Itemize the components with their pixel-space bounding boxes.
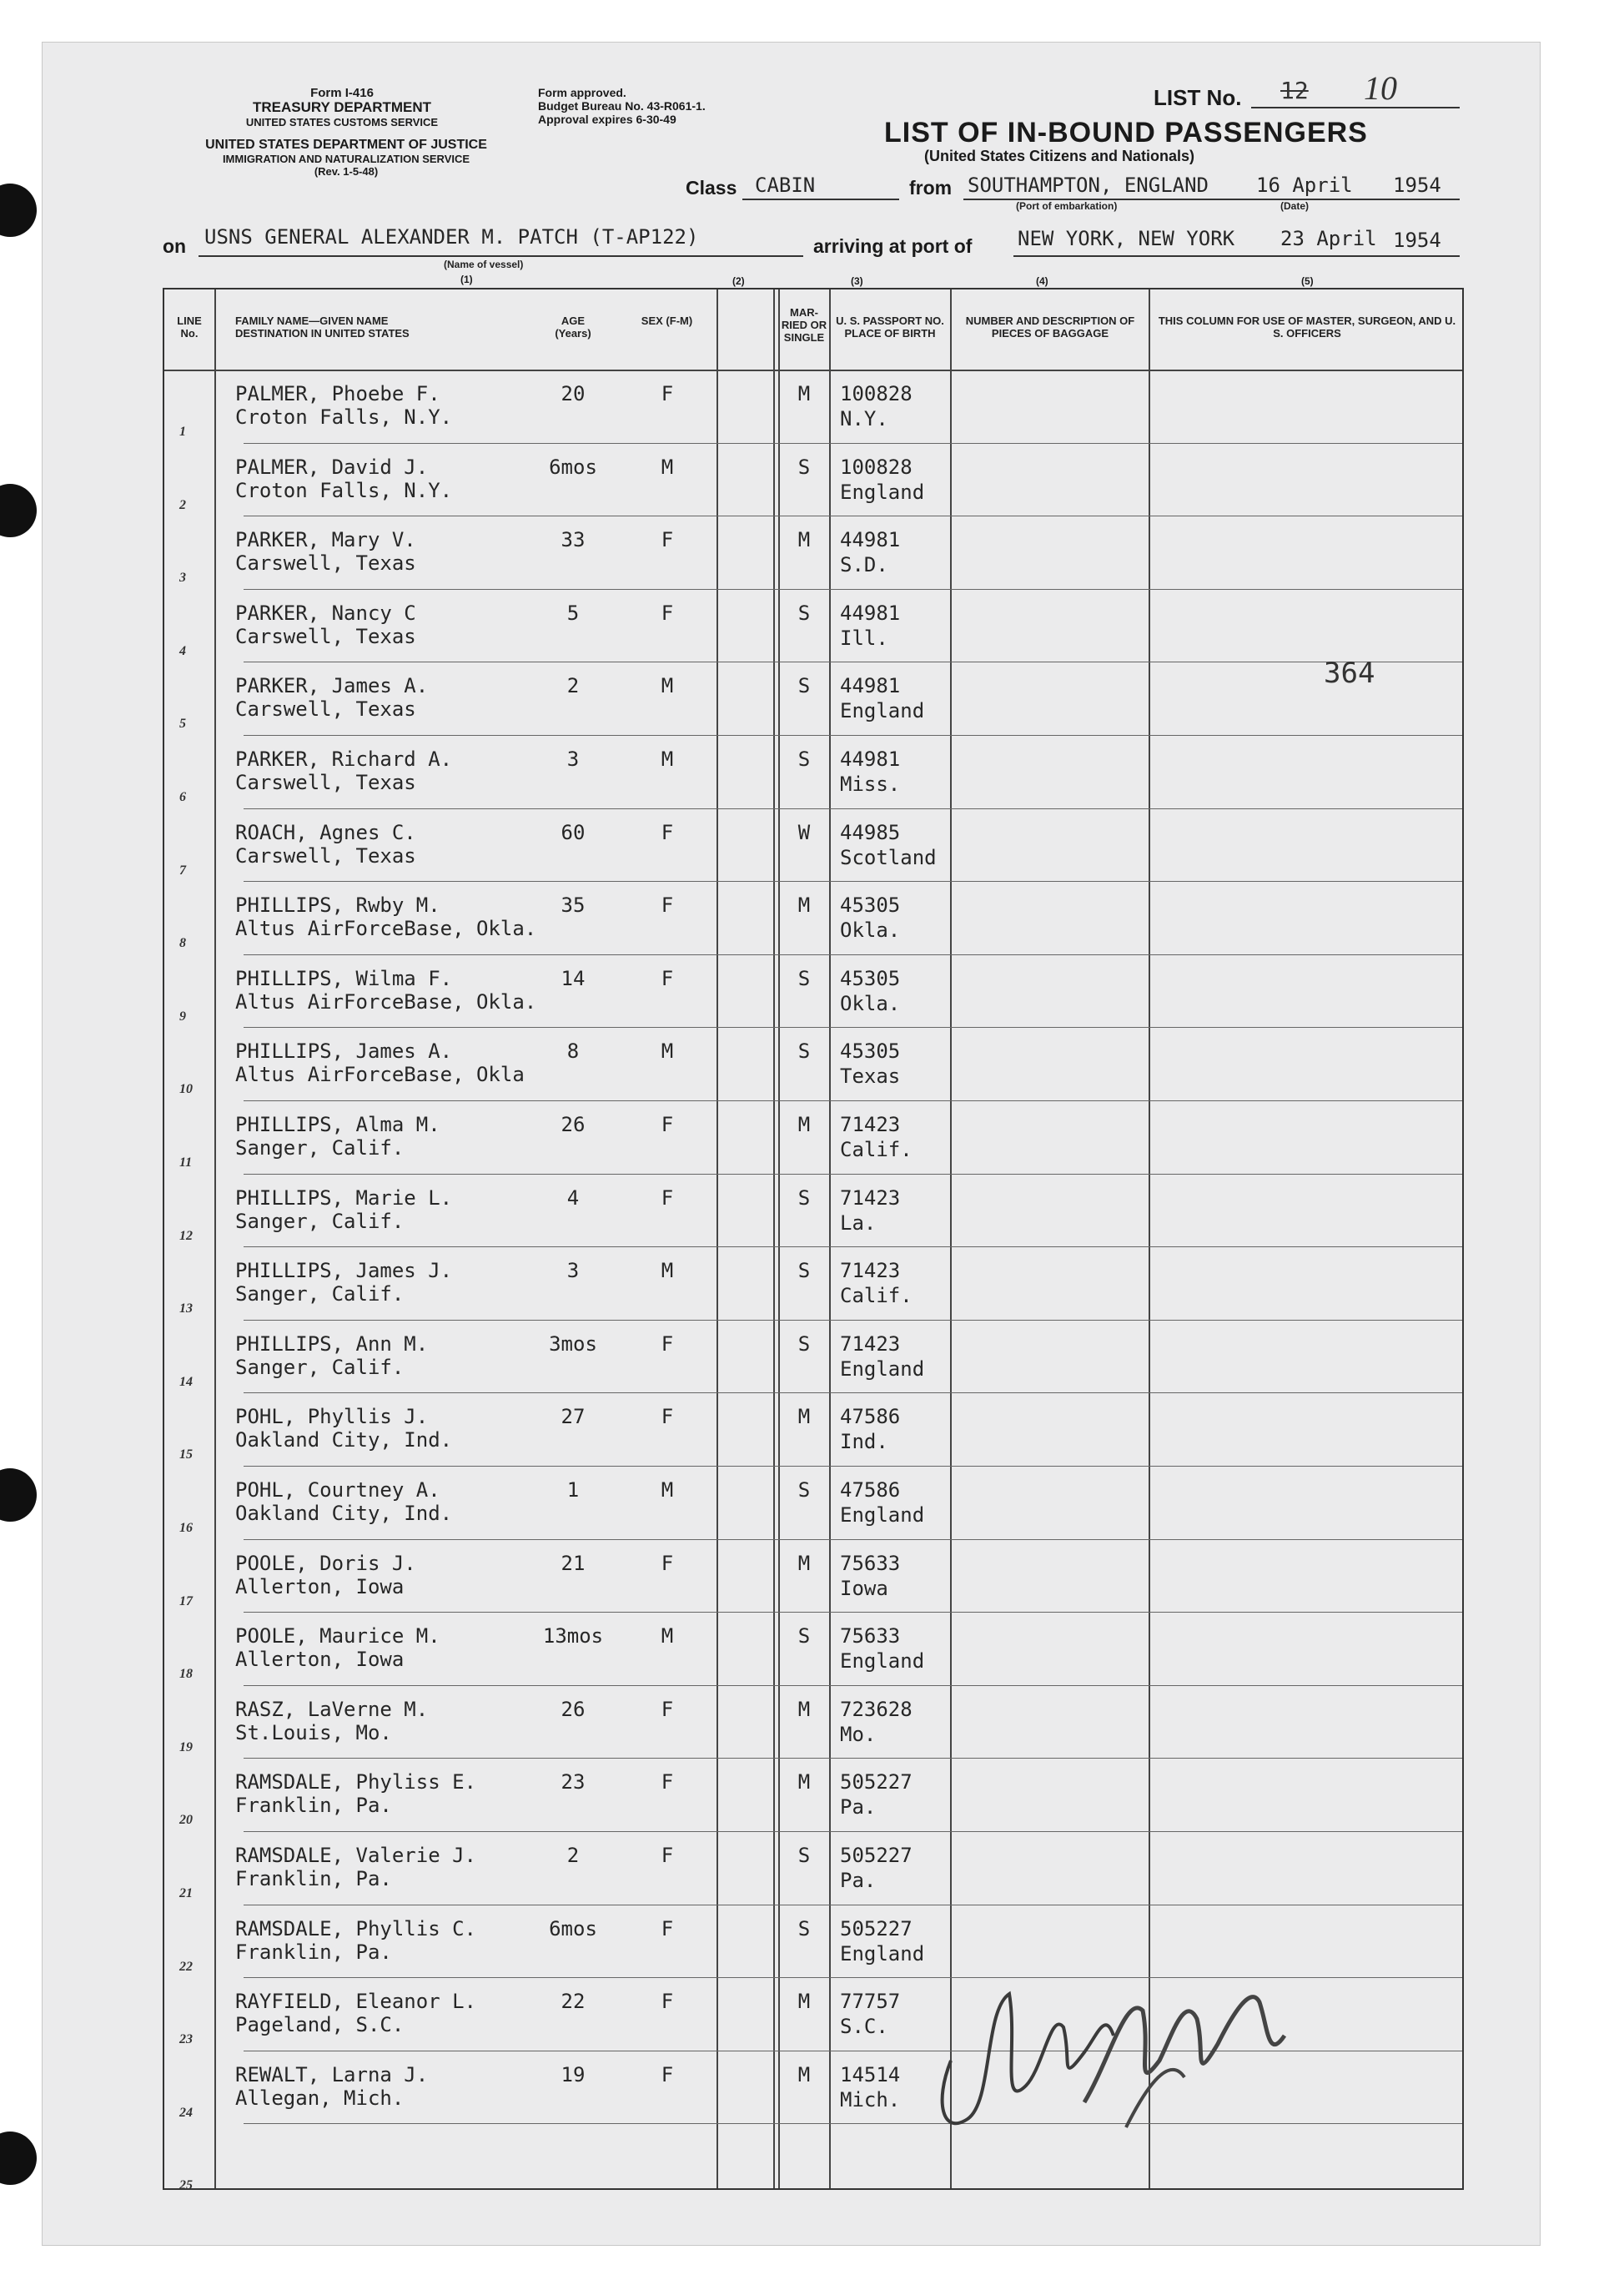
row-divider: [244, 1100, 1462, 1101]
passport-number: 100828: [840, 455, 913, 479]
line-number: 18: [179, 1667, 193, 1682]
place-of-birth: Ind.: [840, 1430, 888, 1454]
passenger-age: 6mos: [549, 455, 597, 479]
passenger-age: 14: [561, 966, 586, 990]
justice-dept: UNITED STATES DEPARTMENT OF JUSTICE: [205, 138, 487, 152]
passport-number: 47586: [840, 1478, 901, 1502]
passenger-age: 19: [561, 2062, 586, 2086]
passenger-age: 4: [566, 1185, 580, 1210]
passenger-name: POHL, Courtney A.: [235, 1478, 440, 1502]
passport-number: 14514: [840, 2062, 901, 2086]
passenger-sex: F: [661, 1770, 674, 1794]
row-divider: [244, 1174, 1462, 1175]
document-title: LIST OF IN-BOUND PASSENGERS: [884, 117, 1368, 148]
place-of-birth: S.C.: [840, 2015, 888, 2039]
row-divider: [244, 1466, 1462, 1467]
passport-number: 44981: [840, 747, 901, 771]
line-number: 2: [179, 497, 186, 512]
passport-number: 44985: [840, 820, 901, 844]
from-label: from: [909, 177, 953, 199]
passenger-sex: F: [661, 966, 674, 990]
passport-number: 505227: [840, 1916, 913, 1940]
row-divider: [244, 443, 1462, 444]
passenger-name: ROACH, Agnes C.: [235, 820, 416, 844]
marital-status: S: [797, 1916, 811, 1940]
marital-status: S: [797, 1478, 811, 1502]
passenger-sex: M: [661, 747, 674, 771]
marital-status: S: [797, 747, 811, 771]
marital-status: W: [797, 820, 811, 844]
passenger-sex: F: [661, 1697, 674, 1721]
row-divider: [244, 1392, 1462, 1393]
passport-number: 505227: [840, 1770, 913, 1794]
line-number: 21: [179, 1886, 193, 1900]
row-divider: [244, 881, 1462, 882]
class-value: CABIN: [755, 174, 816, 197]
passenger-destination: Pageland, S.C.: [235, 2013, 405, 2037]
passenger-age: 8: [566, 1039, 580, 1064]
passenger-name: RAYFIELD, Eleanor L.: [235, 1990, 476, 2014]
place-of-birth: Pa.: [840, 1869, 877, 1892]
line-number: 20: [179, 1813, 193, 1828]
passenger-age: 21: [561, 1551, 586, 1575]
passport-number: 100828: [840, 382, 913, 405]
passenger-name: PALMER, Phoebe F.: [235, 382, 440, 405]
passenger-name: PARKER, Richard A.: [235, 747, 453, 771]
passenger-destination: Sanger, Calif.: [235, 1209, 405, 1233]
passenger-sex: F: [661, 820, 674, 844]
passenger-sex: F: [661, 1185, 674, 1210]
row-divider: [244, 735, 1462, 736]
on-label: on: [163, 235, 187, 257]
passenger-destination: Sanger, Calif.: [235, 1355, 405, 1379]
passenger-destination: Carswell, Texas: [235, 843, 416, 868]
passenger-destination: Allerton, Iowa: [235, 1648, 405, 1672]
passenger-age: 3mos: [549, 1331, 597, 1356]
marital-status: M: [797, 382, 811, 405]
list-no-label: LIST No.: [1154, 85, 1242, 110]
row-divider: [244, 1685, 1462, 1686]
col-header-sex: SEX (F-M): [641, 315, 693, 327]
passenger-destination: Sanger, Calif.: [235, 1282, 405, 1306]
marital-status: M: [797, 1770, 811, 1794]
passport-number: 44981: [840, 601, 901, 625]
marital-status: M: [797, 2062, 811, 2086]
passport-number: 723628: [840, 1697, 913, 1721]
embarkation-date: 16 April: [1256, 174, 1353, 197]
colnum-4: (4): [1036, 275, 1048, 287]
line-number: 14: [179, 1374, 193, 1389]
ins-service: IMMIGRATION AND NATURALIZATION SERVICE: [222, 153, 470, 165]
line-number: 9: [179, 1009, 186, 1024]
place-of-birth: Mo.: [840, 1722, 877, 1746]
passport-number: 44981: [840, 674, 901, 698]
row-divider: [244, 1758, 1462, 1759]
class-label: Class: [686, 177, 737, 199]
passenger-age: 1: [566, 1478, 580, 1502]
handwritten-signature: [918, 1960, 1318, 2144]
place-of-birth: England: [840, 1941, 925, 1965]
line-number: 7: [179, 863, 186, 878]
passenger-age: 5: [566, 601, 580, 625]
place-of-birth: S.D.: [840, 553, 888, 577]
line-number: 1: [179, 425, 186, 439]
document-subtitle: (United States Citizens and Nationals): [924, 148, 1195, 164]
binder-hole-3: [0, 1468, 37, 1522]
passenger-sex: M: [661, 1624, 674, 1648]
place-of-birth: Okla.: [840, 991, 901, 1015]
colnum-2: (2): [732, 275, 745, 287]
passenger-age: 26: [561, 1113, 586, 1136]
passenger-destination: Oakland City, Ind.: [235, 1428, 453, 1452]
place-of-birth: Texas: [840, 1065, 901, 1089]
row-divider: [244, 1027, 1462, 1028]
passenger-age: 33: [561, 528, 586, 552]
passenger-age: 22: [561, 1990, 586, 2014]
binder-hole-1: [0, 184, 37, 237]
place-of-birth: N.Y.: [840, 407, 888, 430]
passenger-destination: Allegan, Mich.: [235, 2086, 405, 2110]
passenger-sex: M: [661, 1478, 674, 1502]
place-of-birth: Okla.: [840, 919, 901, 943]
marital-status: S: [797, 1185, 811, 1210]
col-header-passport: U. S. PASSPORT NO. PLACE OF BIRTH: [836, 315, 944, 340]
treasury-dept: TREASURY DEPARTMENT: [252, 99, 432, 115]
passenger-destination: Franklin, Pa.: [235, 1940, 392, 1964]
line-number: 4: [179, 643, 186, 658]
passenger-sex: F: [661, 1405, 674, 1429]
line-number: 6: [179, 790, 186, 804]
passport-number: 505227: [840, 1844, 913, 1867]
passenger-age: 20: [561, 382, 586, 405]
passenger-age: 35: [561, 893, 586, 918]
marital-status: S: [797, 1039, 811, 1064]
passenger-sex: F: [661, 1916, 674, 1940]
passenger-destination: Croton Falls, N.Y.: [235, 478, 453, 502]
passenger-name: PHILLIPS, Ann M.: [235, 1331, 429, 1356]
marital-status: S: [797, 1259, 811, 1283]
form-number: Form I-416: [310, 86, 374, 100]
marital-status: S: [797, 1844, 811, 1867]
line-number: 16: [179, 1521, 193, 1535]
passport-number: 75633: [840, 1551, 901, 1575]
passport-number: 45305: [840, 1039, 901, 1064]
line-number: 10: [179, 1082, 193, 1097]
passenger-age: 60: [561, 820, 586, 844]
marital-status: S: [797, 966, 811, 990]
line-number: 13: [179, 1301, 193, 1316]
row-divider: [244, 808, 1462, 809]
passenger-name: POOLE, Maurice M.: [235, 1624, 440, 1648]
approval-line-1: Form approved.: [538, 86, 626, 99]
place-of-birth: Mich.: [840, 2087, 901, 2111]
line-number: 24: [179, 2105, 193, 2120]
marital-status: M: [797, 1113, 811, 1136]
passenger-sex: F: [661, 2062, 674, 2086]
passenger-destination: Franklin, Pa.: [235, 1867, 392, 1890]
passenger-name: PHILLIPS, Alma M.: [235, 1113, 440, 1136]
passenger-name: PARKER, Mary V.: [235, 528, 416, 552]
passenger-age: 23: [561, 1770, 586, 1794]
officer-stamp-number: 364: [1324, 657, 1375, 690]
marital-status: M: [797, 893, 811, 918]
place-of-birth: Calif.: [840, 1284, 913, 1308]
passenger-sex: F: [661, 1331, 674, 1356]
line-number: 11: [179, 1155, 193, 1170]
line-number: 3: [179, 571, 186, 586]
row-divider: [244, 1539, 1462, 1540]
marital-status: S: [797, 1331, 811, 1356]
marital-status: M: [797, 1551, 811, 1575]
place-of-birth: England: [840, 480, 925, 504]
place-of-birth: Calif.: [840, 1138, 913, 1161]
place-of-birth: Pa.: [840, 1795, 877, 1820]
passport-number: 45305: [840, 966, 901, 990]
passenger-destination: Sanger, Calif.: [235, 1136, 405, 1160]
arrival-date: 23 April: [1280, 227, 1377, 250]
passenger-name: PHILLIPS, Marie L.: [235, 1185, 453, 1210]
line-number: 12: [179, 1228, 193, 1243]
form-revision: (Rev. 1-5-48): [314, 165, 379, 178]
marital-status: M: [797, 1405, 811, 1429]
approval-line-2: Budget Bureau No. 43-R061-1.: [538, 99, 706, 113]
colnum-1: (1): [460, 274, 473, 285]
place-of-birth: Scotland: [840, 845, 937, 869]
row-divider: [244, 1320, 1462, 1321]
place-of-birth: Miss.: [840, 773, 901, 796]
line-number: 17: [179, 1593, 193, 1608]
col-header-line-no: LINE No.: [177, 315, 202, 340]
embarkation-port: SOUTHAMPTON, ENGLAND: [968, 174, 1209, 197]
passport-number: 71423: [840, 1331, 901, 1356]
line-number: 5: [179, 717, 186, 732]
place-of-birth: England: [840, 1503, 925, 1527]
col-header-baggage: NUMBER AND DESCRIPTION OF PIECES OF BAGGAGE: [965, 315, 1135, 340]
place-of-birth: La.: [840, 1210, 877, 1235]
arrival-year: 1954: [1393, 229, 1441, 252]
passenger-destination: Oakland City, Ind.: [235, 1502, 453, 1525]
line-number: 22: [179, 1959, 193, 1974]
place-of-birth: England: [840, 699, 925, 723]
passenger-age: 2: [566, 1844, 580, 1867]
passenger-name: PHILLIPS, James A.: [235, 1039, 453, 1064]
passenger-sex: F: [661, 1551, 674, 1575]
passenger-sex: F: [661, 601, 674, 625]
col-header-officers: THIS COLUMN FOR USE OF MASTER, SURGEON, AND U. S. OFFICERS: [1158, 315, 1456, 340]
line-number: 25: [179, 2178, 193, 2193]
binder-hole-4: [0, 2132, 37, 2185]
passport-number: 71423: [840, 1259, 901, 1283]
date-caption: (Date): [1280, 200, 1310, 212]
passenger-sex: F: [661, 1990, 674, 2014]
passenger-age: 13mos: [542, 1624, 604, 1648]
passenger-destination: Carswell, Texas: [235, 771, 416, 794]
passenger-age: 26: [561, 1697, 586, 1721]
passenger-destination: Altus AirForceBase, Okla.: [235, 989, 537, 1014]
customs-service: UNITED STATES CUSTOMS SERVICE: [245, 116, 439, 128]
passenger-sex: F: [661, 893, 674, 918]
marital-status: S: [797, 455, 811, 479]
colnum-3: (3): [851, 275, 863, 287]
approval-line-3: Approval expires 6-30-49: [538, 113, 676, 126]
line-number: 19: [179, 1739, 193, 1754]
row-divider: [244, 1831, 1462, 1832]
passenger-destination: Carswell, Texas: [235, 624, 416, 648]
passenger-destination: Altus AirForceBase, Okla.: [235, 917, 537, 941]
passenger-destination: Allerton, Iowa: [235, 1574, 405, 1598]
passenger-age: 3: [566, 1259, 580, 1283]
passenger-sex: M: [661, 674, 674, 698]
passport-number: 71423: [840, 1185, 901, 1210]
passenger-name: PHILLIPS, James J.: [235, 1259, 453, 1283]
passenger-name: PHILLIPS, Rwby M.: [235, 893, 440, 918]
passport-number: 77757: [840, 1990, 901, 2014]
passenger-sex: M: [661, 1039, 674, 1064]
passenger-sex: M: [661, 1259, 674, 1283]
place-of-birth: England: [840, 1356, 925, 1381]
list-no-value: 10: [1364, 69, 1397, 107]
passenger-destination: Carswell, Texas: [235, 697, 416, 722]
passport-number: 44981: [840, 528, 901, 552]
col-header-married: MAR-RIED OR SINGLE: [781, 306, 827, 344]
embarkation-year: 1954: [1393, 174, 1441, 197]
passenger-sex: F: [661, 382, 674, 405]
place-of-birth: Ill.: [840, 626, 888, 650]
row-divider: [244, 1246, 1462, 1247]
passenger-name: RASZ, LaVerne M.: [235, 1697, 429, 1721]
marital-status: S: [797, 674, 811, 698]
line-number: 15: [179, 1447, 193, 1462]
row-divider: [244, 589, 1462, 590]
marital-status: S: [797, 1624, 811, 1648]
passenger-name: PHILLIPS, Wilma F.: [235, 966, 453, 990]
passenger-destination: Carswell, Texas: [235, 551, 416, 576]
passenger-destination: Croton Falls, N.Y.: [235, 405, 453, 429]
col-header-age: AGE (Years): [555, 315, 591, 340]
passenger-sex: M: [661, 455, 674, 479]
passenger-name: REWALT, Larna J.: [235, 2062, 429, 2086]
list-no-struck: 12: [1280, 77, 1309, 104]
passenger-destination: Franklin, Pa.: [235, 1794, 392, 1818]
passenger-age: 2: [566, 674, 580, 698]
place-of-birth: England: [840, 1649, 925, 1674]
passenger-sex: F: [661, 528, 674, 552]
arrival-port: NEW YORK, NEW YORK: [1018, 227, 1235, 250]
passenger-age: 6mos: [549, 1916, 597, 1940]
port-caption: (Port of embarkation): [1016, 200, 1118, 212]
passenger-table: [163, 288, 1464, 2193]
passenger-name: RAMSDALE, Phyliss E.: [235, 1770, 476, 1794]
place-of-birth: Iowa: [840, 1576, 888, 1600]
passport-number: 75633: [840, 1624, 901, 1648]
row-divider: [244, 1612, 1462, 1613]
passenger-destination: Altus AirForceBase, Okla: [235, 1063, 525, 1087]
vessel-caption: (Name of vessel): [444, 259, 524, 270]
passenger-name: POOLE, Doris J.: [235, 1551, 416, 1575]
passenger-sex: F: [661, 1113, 674, 1136]
passenger-age: 27: [561, 1405, 586, 1429]
passport-number: 47586: [840, 1405, 901, 1429]
passenger-name: PARKER, James A.: [235, 674, 429, 698]
passenger-name: PARKER, Nancy C: [235, 601, 416, 625]
col-header-name: FAMILY NAME—GIVEN NAME DESTINATION IN UNITED STATES: [235, 315, 410, 340]
binder-hole-2: [0, 484, 37, 537]
colnum-5: (5): [1301, 275, 1314, 287]
vessel-name: USNS GENERAL ALEXANDER M. PATCH (T-AP122): [204, 225, 699, 249]
passport-number: 71423: [840, 1113, 901, 1136]
marital-status: M: [797, 1990, 811, 2014]
passenger-destination: St.Louis, Mo.: [235, 1720, 392, 1744]
passenger-name: PALMER, David J.: [235, 455, 429, 479]
passport-number: 45305: [840, 893, 901, 918]
passenger-name: RAMSDALE, Phyllis C.: [235, 1916, 476, 1940]
line-number: 8: [179, 936, 186, 951]
marital-status: S: [797, 601, 811, 625]
passenger-name: RAMSDALE, Valerie J.: [235, 1844, 476, 1867]
passenger-sex: F: [661, 1844, 674, 1867]
marital-status: M: [797, 1697, 811, 1721]
marital-status: M: [797, 528, 811, 552]
row-divider: [244, 954, 1462, 955]
arriving-label: arriving at port of: [813, 235, 973, 257]
passenger-name: POHL, Phyllis J.: [235, 1405, 429, 1429]
passenger-age: 3: [566, 747, 580, 771]
line-number: 23: [179, 2032, 193, 2047]
